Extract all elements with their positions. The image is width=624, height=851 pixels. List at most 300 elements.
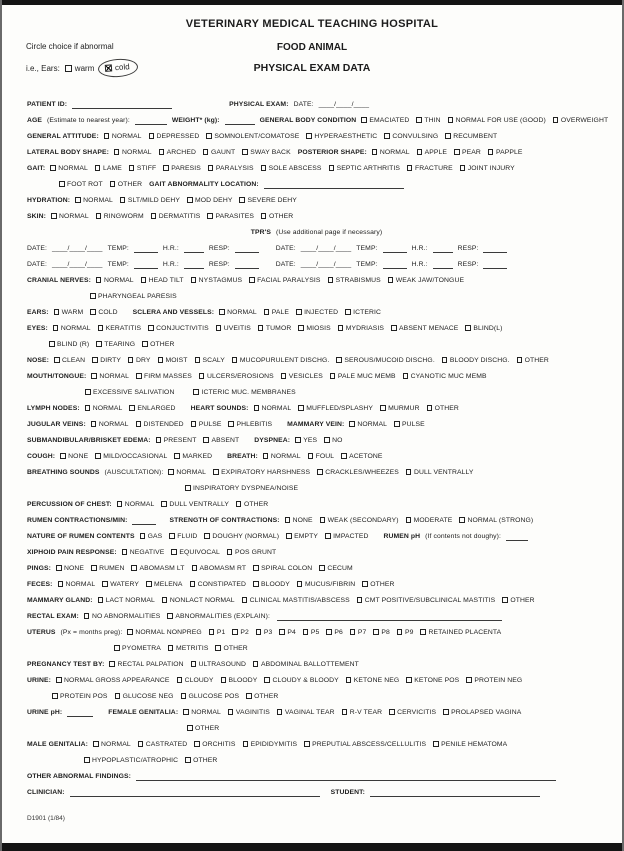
checkbox-icon[interactable] — [84, 613, 90, 619]
checkbox-option[interactable] — [54, 309, 84, 316]
checkbox-option[interactable] — [93, 741, 131, 748]
checkbox-option[interactable] — [117, 501, 155, 508]
checkbox-option[interactable] — [324, 437, 342, 444]
checkbox-icon[interactable] — [209, 629, 215, 635]
checkbox-option[interactable] — [502, 597, 534, 604]
checkbox-icon[interactable] — [328, 277, 334, 283]
checkbox-option[interactable] — [91, 373, 129, 380]
checkbox-icon[interactable] — [169, 533, 175, 539]
checkbox-icon[interactable] — [203, 149, 209, 155]
blank-field[interactable] — [132, 516, 156, 525]
checkbox-icon[interactable] — [208, 165, 214, 171]
blank-field[interactable] — [506, 532, 528, 541]
checkbox-icon[interactable] — [236, 501, 242, 507]
checkbox-option[interactable] — [60, 453, 88, 460]
checkbox-icon[interactable] — [253, 581, 259, 587]
checkbox-option[interactable] — [261, 165, 322, 172]
checkbox-option[interactable] — [136, 373, 192, 380]
checkbox-option[interactable] — [553, 117, 608, 124]
checkbox-icon[interactable] — [341, 453, 347, 459]
checkbox-option[interactable] — [90, 293, 177, 300]
checkbox-option[interactable] — [286, 533, 318, 540]
checkbox-option[interactable] — [459, 517, 533, 524]
checkbox-icon[interactable] — [60, 453, 66, 459]
checkbox-icon[interactable] — [53, 325, 59, 331]
blank-field[interactable] — [67, 708, 93, 717]
checkbox-option[interactable] — [203, 149, 235, 156]
checkbox-icon[interactable] — [117, 501, 123, 507]
checkbox-option[interactable] — [193, 389, 295, 396]
checkbox-option[interactable] — [204, 533, 279, 540]
checkbox-option[interactable] — [129, 405, 175, 412]
checkbox-icon[interactable] — [324, 437, 330, 443]
checkbox-icon[interactable] — [345, 309, 351, 315]
checkbox-icon[interactable] — [56, 677, 62, 683]
checkbox-option[interactable] — [328, 277, 381, 284]
checkbox-icon[interactable] — [177, 677, 183, 683]
checkbox-icon[interactable] — [58, 581, 64, 587]
checkbox-option[interactable] — [281, 373, 323, 380]
checkbox-icon[interactable] — [391, 325, 397, 331]
checkbox-option[interactable] — [243, 741, 298, 748]
checkbox-option[interactable] — [169, 533, 197, 540]
checkbox-icon[interactable] — [163, 165, 169, 171]
checkbox-option[interactable] — [372, 149, 410, 156]
checkbox-option[interactable] — [148, 325, 209, 332]
blank-field[interactable] — [225, 116, 255, 125]
checkbox-option[interactable] — [199, 373, 274, 380]
blank-field[interactable] — [184, 244, 204, 253]
checkbox-option[interactable] — [191, 661, 246, 668]
checkbox-option[interactable] — [296, 309, 338, 316]
checkbox-option[interactable] — [84, 757, 178, 764]
checkbox-icon[interactable] — [350, 629, 356, 635]
checkbox-icon[interactable] — [213, 469, 219, 475]
checkbox-option[interactable] — [59, 181, 103, 188]
checkbox-option[interactable] — [394, 421, 425, 428]
checkbox-option[interactable] — [357, 597, 496, 604]
checkbox-icon[interactable] — [115, 693, 121, 699]
checkbox-option[interactable] — [91, 565, 124, 572]
blank-field[interactable] — [433, 260, 453, 269]
checkbox-option[interactable] — [136, 421, 184, 428]
checkbox-icon[interactable] — [96, 277, 102, 283]
checkbox-option[interactable] — [295, 437, 317, 444]
checkbox-icon[interactable] — [277, 709, 283, 715]
checkbox-icon[interactable] — [372, 149, 378, 155]
checkbox-option[interactable] — [264, 309, 289, 316]
checkbox-option[interactable] — [264, 677, 338, 684]
checkbox-icon[interactable] — [129, 405, 135, 411]
checkbox-icon[interactable] — [90, 309, 96, 315]
checkbox-icon[interactable] — [306, 133, 312, 139]
checkbox-option[interactable] — [277, 709, 335, 716]
checkbox-icon[interactable] — [373, 629, 379, 635]
blank-field[interactable] — [277, 612, 502, 621]
checkbox-option[interactable] — [187, 725, 219, 732]
checkbox-icon[interactable] — [317, 469, 323, 475]
checkbox-option[interactable] — [330, 373, 396, 380]
checkbox-option[interactable] — [228, 709, 270, 716]
checkbox-icon[interactable] — [242, 597, 248, 603]
checkbox-icon[interactable] — [298, 405, 304, 411]
checkbox-icon[interactable] — [131, 565, 137, 571]
checkbox-option[interactable] — [142, 341, 174, 348]
checkbox-option[interactable] — [138, 741, 188, 748]
checkbox-icon[interactable] — [326, 629, 332, 635]
checkbox-option[interactable] — [129, 165, 156, 172]
checkbox-icon[interactable] — [442, 357, 448, 363]
checkbox-icon[interactable] — [195, 357, 201, 363]
checkbox-icon[interactable] — [54, 357, 60, 363]
checkbox-icon[interactable] — [243, 741, 249, 747]
blank-field[interactable] — [264, 180, 404, 189]
checkbox-icon[interactable] — [136, 373, 142, 379]
checkbox-option[interactable] — [177, 677, 214, 684]
checkbox-option[interactable] — [227, 549, 276, 556]
checkbox-icon[interactable] — [264, 309, 270, 315]
checkbox-option[interactable] — [141, 277, 184, 284]
checkbox-option[interactable] — [325, 533, 368, 540]
example-cold-option[interactable] — [105, 62, 130, 73]
checkbox-option[interactable] — [181, 693, 240, 700]
blank-field[interactable] — [235, 244, 259, 253]
checkbox-icon[interactable] — [185, 485, 191, 491]
checkbox-icon[interactable] — [156, 437, 162, 443]
checkbox-option[interactable] — [232, 629, 249, 636]
checkbox-option[interactable] — [442, 357, 510, 364]
checkbox-option[interactable] — [104, 133, 142, 140]
checkbox-option[interactable] — [304, 741, 426, 748]
checkbox-option[interactable] — [187, 197, 232, 204]
checkbox-icon[interactable] — [203, 437, 209, 443]
checkbox-option[interactable] — [215, 645, 247, 652]
checkbox-option[interactable] — [420, 629, 501, 636]
checkbox-option[interactable] — [406, 469, 474, 476]
checkbox-icon[interactable] — [279, 629, 285, 635]
blank-field[interactable] — [483, 260, 507, 269]
checkbox-icon[interactable] — [336, 357, 342, 363]
checkbox-icon[interactable] — [433, 741, 439, 747]
checkbox-icon[interactable] — [148, 325, 154, 331]
checkbox-option[interactable] — [407, 165, 453, 172]
checkbox-option[interactable] — [297, 581, 355, 588]
checkbox-icon[interactable] — [159, 149, 165, 155]
checkbox-option[interactable] — [454, 149, 481, 156]
checkbox-icon[interactable] — [281, 373, 287, 379]
checkbox-icon[interactable] — [246, 693, 252, 699]
checkbox-option[interactable] — [219, 309, 257, 316]
checkbox-icon[interactable] — [171, 549, 177, 555]
checkbox-option[interactable] — [95, 165, 122, 172]
checkbox-option[interactable] — [149, 133, 200, 140]
checkbox-option[interactable] — [208, 165, 254, 172]
checkbox-icon[interactable] — [397, 629, 403, 635]
blank-field[interactable] — [72, 100, 172, 109]
checkbox-icon[interactable] — [460, 165, 466, 171]
checkbox-icon[interactable] — [59, 181, 65, 187]
blank-field[interactable] — [433, 244, 453, 253]
checkbox-icon[interactable] — [403, 373, 409, 379]
checkbox-icon[interactable] — [142, 341, 148, 347]
checkbox-icon[interactable] — [553, 117, 559, 123]
checkbox-option[interactable] — [254, 405, 292, 412]
checkbox-icon[interactable] — [96, 341, 102, 347]
checkbox-option[interactable] — [115, 693, 174, 700]
checkbox-option[interactable] — [242, 149, 290, 156]
checkbox-icon[interactable] — [168, 469, 174, 475]
checkbox-icon[interactable] — [162, 597, 168, 603]
checkbox-icon[interactable] — [417, 149, 423, 155]
checkbox-icon[interactable] — [215, 645, 221, 651]
checkbox-icon[interactable] — [158, 357, 164, 363]
checkbox-icon[interactable] — [297, 581, 303, 587]
checkbox-icon[interactable] — [96, 213, 102, 219]
checkbox-option[interactable] — [131, 565, 184, 572]
checkbox-icon[interactable] — [517, 357, 523, 363]
checkbox-icon[interactable] — [338, 325, 344, 331]
checkbox-option[interactable] — [192, 565, 247, 572]
checkbox-icon[interactable] — [303, 629, 309, 635]
blank-field[interactable] — [383, 260, 407, 269]
checkbox-option[interactable] — [329, 165, 400, 172]
checkbox-option[interactable] — [488, 149, 523, 156]
checkbox-option[interactable] — [306, 133, 377, 140]
checkbox-icon[interactable] — [91, 565, 97, 571]
checkbox-icon[interactable] — [228, 709, 234, 715]
checkbox-option[interactable] — [56, 565, 84, 572]
checkbox-icon[interactable] — [168, 645, 174, 651]
checkbox-option[interactable] — [128, 357, 151, 364]
checkbox-option[interactable] — [191, 277, 242, 284]
checkbox-option[interactable] — [336, 357, 434, 364]
checkbox-icon[interactable] — [427, 405, 433, 411]
checkbox-option[interactable] — [85, 405, 123, 412]
checkbox-icon[interactable] — [191, 661, 197, 667]
checkbox-icon[interactable] — [161, 501, 167, 507]
checkbox-option[interactable] — [195, 357, 225, 364]
checkbox-icon[interactable] — [342, 709, 348, 715]
checkbox-option[interactable] — [109, 661, 183, 668]
checkbox-option[interactable] — [183, 709, 221, 716]
checkbox-option[interactable] — [448, 117, 546, 124]
checkbox-option[interactable] — [162, 597, 235, 604]
checkbox-option[interactable] — [320, 517, 399, 524]
checkbox-option[interactable] — [191, 421, 222, 428]
checkbox-option[interactable] — [221, 677, 258, 684]
checkbox-icon[interactable] — [127, 629, 133, 635]
checkbox-option[interactable] — [391, 325, 458, 332]
checkbox-icon[interactable] — [308, 453, 314, 459]
checkbox-icon[interactable] — [49, 341, 55, 347]
checkbox-icon[interactable] — [136, 421, 142, 427]
checkbox-icon[interactable] — [181, 693, 187, 699]
checkbox-option[interactable] — [346, 677, 399, 684]
checkbox-option[interactable] — [253, 661, 359, 668]
checkbox-option[interactable] — [228, 421, 272, 428]
checkbox-icon[interactable] — [263, 453, 269, 459]
checkbox-option[interactable] — [406, 677, 459, 684]
checkbox-icon[interactable] — [488, 149, 494, 155]
checkbox-option[interactable] — [102, 581, 139, 588]
checkbox-option[interactable] — [298, 325, 330, 332]
checkbox-option[interactable] — [140, 533, 163, 540]
checkbox-icon[interactable] — [185, 757, 191, 763]
checkbox-option[interactable] — [156, 437, 197, 444]
checkbox-icon[interactable] — [191, 421, 197, 427]
checkbox-option[interactable] — [285, 517, 313, 524]
checkbox-icon[interactable] — [362, 581, 368, 587]
checkbox-option[interactable] — [185, 485, 298, 492]
checkbox-icon[interactable] — [349, 421, 355, 427]
checkbox-option[interactable] — [460, 165, 515, 172]
checkbox-icon[interactable] — [199, 373, 205, 379]
checkbox-option[interactable] — [465, 325, 502, 332]
checkbox-option[interactable] — [54, 357, 85, 364]
checkbox-icon[interactable] — [149, 133, 155, 139]
checkbox-icon[interactable] — [114, 149, 120, 155]
checkbox-option[interactable] — [51, 213, 89, 220]
checkbox-icon[interactable] — [85, 405, 91, 411]
checkbox-option[interactable] — [427, 405, 459, 412]
checkbox-icon[interactable] — [207, 213, 213, 219]
checkbox-icon[interactable] — [256, 629, 262, 635]
checkbox-option[interactable] — [122, 549, 165, 556]
checkbox-option[interactable] — [216, 325, 251, 332]
checkbox-icon[interactable] — [91, 373, 97, 379]
checkbox-option[interactable] — [466, 677, 522, 684]
checkbox-option[interactable] — [194, 741, 235, 748]
checkbox-icon[interactable] — [128, 357, 134, 363]
checkbox-option[interactable] — [114, 149, 152, 156]
checkbox-option[interactable] — [279, 629, 296, 636]
blank-field[interactable] — [134, 260, 158, 269]
checkbox-option[interactable] — [168, 645, 209, 652]
checkbox-icon[interactable] — [191, 277, 197, 283]
checkbox-option[interactable] — [249, 277, 320, 284]
checkbox-icon[interactable] — [187, 197, 193, 203]
checkbox-option[interactable] — [263, 453, 301, 460]
example-warm-option[interactable] — [65, 64, 95, 73]
checkbox-icon[interactable] — [384, 133, 390, 139]
checkbox-option[interactable] — [362, 581, 394, 588]
blank-field[interactable] — [235, 260, 259, 269]
checkbox-option[interactable] — [397, 629, 414, 636]
checkbox-icon[interactable] — [466, 677, 472, 683]
checkbox-icon[interactable] — [56, 565, 62, 571]
checkbox-option[interactable] — [361, 117, 409, 124]
checkbox-option[interactable] — [185, 757, 217, 764]
checkbox-icon[interactable] — [95, 453, 101, 459]
checkbox-icon[interactable] — [138, 741, 144, 747]
checkbox-option[interactable] — [403, 373, 487, 380]
checkbox-icon[interactable] — [406, 469, 412, 475]
checkbox-icon[interactable] — [459, 517, 465, 523]
checkbox-icon[interactable] — [443, 709, 449, 715]
checkbox-option[interactable] — [84, 613, 160, 620]
checkbox-option[interactable] — [168, 469, 206, 476]
checkbox-option[interactable] — [349, 421, 387, 428]
checkbox-option[interactable] — [261, 213, 293, 220]
checkbox-icon[interactable] — [242, 149, 248, 155]
checkbox-icon[interactable] — [380, 405, 386, 411]
checkbox-icon[interactable] — [416, 117, 422, 123]
checkbox-icon[interactable] — [85, 389, 91, 395]
checkbox-option[interactable] — [388, 277, 464, 284]
checkbox-option[interactable] — [253, 581, 290, 588]
checkbox-option[interactable] — [91, 421, 129, 428]
checkbox-icon[interactable] — [187, 725, 193, 731]
checkbox-icon[interactable] — [454, 149, 460, 155]
checkbox-option[interactable] — [380, 405, 420, 412]
blank-field[interactable] — [70, 788, 320, 797]
checkbox-option[interactable] — [341, 453, 382, 460]
checkbox-option[interactable] — [236, 501, 268, 508]
checkbox-option[interactable] — [303, 629, 320, 636]
checkbox-icon[interactable] — [253, 565, 259, 571]
checkbox-icon[interactable] — [122, 549, 128, 555]
checkbox-option[interactable] — [52, 693, 108, 700]
checkbox-icon[interactable] — [206, 133, 212, 139]
checkbox-icon[interactable] — [261, 165, 267, 171]
checkbox-icon[interactable] — [84, 757, 90, 763]
checkbox-option[interactable] — [443, 709, 521, 716]
checkbox-icon[interactable] — [141, 277, 147, 283]
blank-field[interactable] — [136, 772, 556, 781]
checkbox-option[interactable] — [158, 357, 188, 364]
blank-field[interactable] — [383, 244, 407, 253]
checkbox-icon[interactable] — [52, 693, 58, 699]
checkbox-icon[interactable] — [50, 165, 56, 171]
checkbox-option[interactable] — [96, 341, 135, 348]
checkbox-icon[interactable] — [219, 309, 225, 315]
blank-field[interactable] — [135, 116, 167, 125]
checkbox-option[interactable] — [246, 693, 278, 700]
checkbox-icon[interactable] — [407, 165, 413, 171]
checkbox-option[interactable] — [96, 213, 144, 220]
checkbox-icon[interactable] — [120, 197, 126, 203]
checkbox-icon[interactable] — [51, 213, 57, 219]
checkbox-icon[interactable] — [194, 741, 200, 747]
checkbox-icon[interactable] — [174, 453, 180, 459]
checkbox-icon[interactable] — [232, 357, 238, 363]
checkbox-icon[interactable] — [75, 197, 81, 203]
checkbox-icon[interactable] — [357, 597, 363, 603]
checkbox-option[interactable] — [256, 629, 273, 636]
checkbox-option[interactable] — [258, 325, 291, 332]
checkbox-icon[interactable] — [193, 389, 199, 395]
checkbox-option[interactable] — [85, 389, 174, 396]
checkbox-icon[interactable] — [92, 357, 98, 363]
checkbox-icon[interactable] — [330, 373, 336, 379]
checkbox-option[interactable] — [174, 453, 212, 460]
checkbox-icon[interactable] — [110, 181, 116, 187]
checkbox-icon[interactable] — [190, 581, 196, 587]
checkbox-icon[interactable] — [502, 597, 508, 603]
checkbox-icon[interactable] — [151, 213, 157, 219]
checkbox-option[interactable] — [161, 501, 229, 508]
checkbox-option[interactable] — [213, 469, 310, 476]
checkbox-option[interactable] — [50, 165, 88, 172]
checkbox-icon[interactable] — [295, 437, 301, 443]
checkbox-option[interactable] — [151, 213, 201, 220]
checkbox-option[interactable] — [110, 181, 142, 188]
checkbox-icon[interactable] — [65, 65, 72, 72]
checkbox-icon[interactable] — [286, 533, 292, 539]
checkbox-icon[interactable] — [296, 309, 302, 315]
checkbox-option[interactable] — [206, 133, 299, 140]
checkbox-icon[interactable] — [420, 629, 426, 635]
